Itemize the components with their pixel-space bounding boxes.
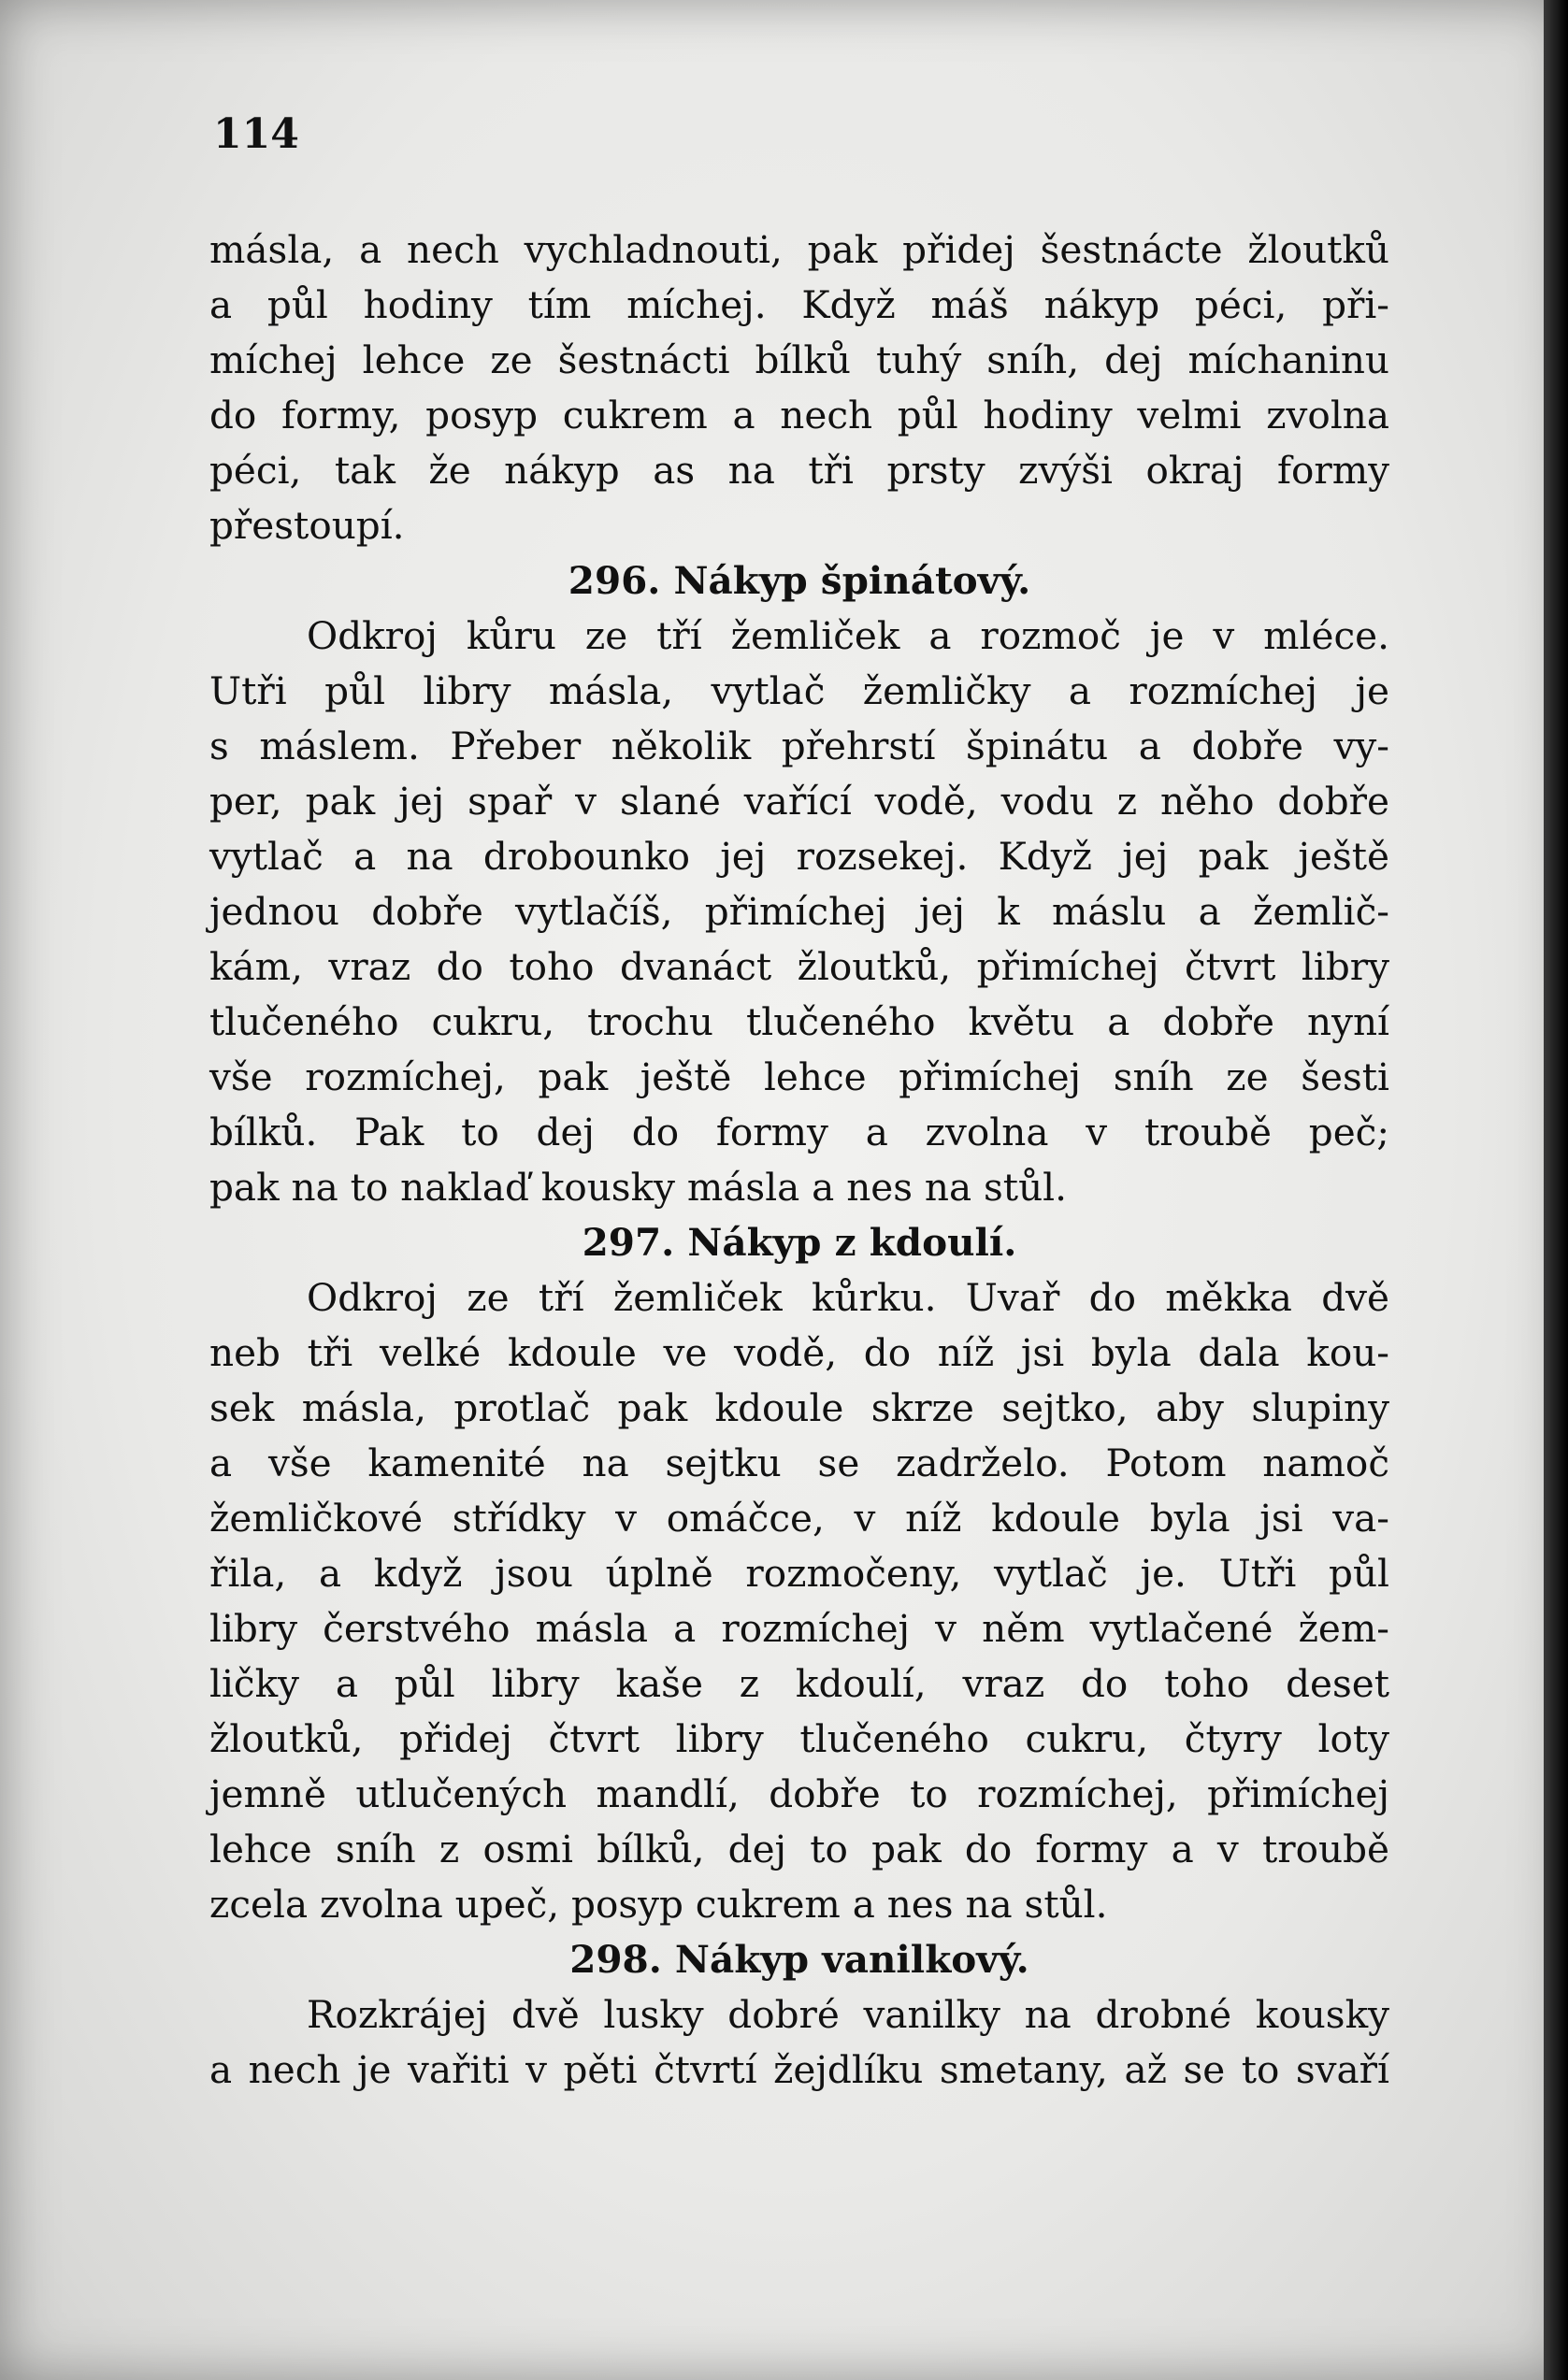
text-line: Rozkrájej dvě lusky dobré vanilky na drobné kousky [307, 1992, 1389, 2037]
text-line: tlučeného cukru, trochu tlučeného květu a dobře nyní [209, 999, 1389, 1044]
text-line: zcela zvolna upeč, posyp cukrem a nes na stůl. [209, 1882, 1108, 1927]
text-line: přestoupí. [209, 503, 405, 548]
text-line: ličky a půl libry kaše z kdoulí, vraz do toho deset [209, 1661, 1389, 1706]
text-line: péci, tak že nákyp as na tři prsty zvýši okraj formy [209, 448, 1389, 493]
text-line: Odkroj kůru ze tří žemliček a rozmoč je v mléce. [307, 613, 1389, 658]
text-line: vše rozmíchej, pak ještě lehce přimíchej sníh ze šesti [209, 1054, 1389, 1099]
text-line: libry čerstvého másla a rozmíchej v něm vytlačené žem- [209, 1606, 1389, 1651]
text-line: do formy, posyp cukrem a nech půl hodiny velmi zvolna [209, 393, 1389, 437]
text-line: Odkroj ze tří žemliček kůrku. Uvař do měkka dvě [307, 1275, 1389, 1320]
text-line: jednou dobře vytlačíš, přimíchej jej k máslu a žemlič- [209, 889, 1389, 934]
page-number: 114 [213, 110, 299, 158]
section-heading: 298. Nákyp vanilkový. [569, 1937, 1029, 1982]
text-line: per, pak jej spař v slané vařící vodě, vodu z něho dobře [209, 779, 1389, 824]
text-line: vytlač a na drobounko jej rozsekej. Když jej pak ještě [209, 834, 1389, 879]
text-line: řila, a když jsou úplně rozmočeny, vytlač je. Utři půl [209, 1551, 1389, 1596]
text-line: s máslem. Přeber několik přehrstí špinátu a dobře vy- [209, 724, 1389, 768]
text-line: bílků. Pak to dej do formy a zvolna v troubě peč; [209, 1110, 1389, 1154]
text-line: lehce sníh z osmi bílků, dej to pak do formy a v troubě [209, 1827, 1389, 1871]
text-line: kám, vraz do toho dvanáct žloutků, přimíchej čtvrt libry [209, 944, 1389, 989]
section-heading: 296. Nákyp špinátový. [568, 558, 1031, 603]
text-line: Utři půl libry másla, vytlač žemličky a rozmíchej je [209, 668, 1389, 713]
page-text [209, 222, 1389, 2098]
page-edge [1544, 0, 1568, 2380]
text-line: a vše kamenité na sejtku se zadrželo. Potom namoč [209, 1441, 1389, 1485]
text-line: míchej lehce ze šestnácti bílků tuhý sníh, dej míchaninu [209, 337, 1389, 382]
section-heading: 297. Nákyp z kdoulí. [582, 1220, 1017, 1265]
text-line: pak na to naklaď kousky másla a nes na stůl. [209, 1165, 1067, 1210]
text-line: másla, a nech vychladnouti, pak přidej šestnácte žloutků [209, 227, 1389, 272]
text-line: žloutků, přidej čtvrt libry tlučeného cukru, čtyry loty [209, 1716, 1389, 1761]
text-line: a půl hodiny tím míchej. Když máš nákyp péci, při- [209, 282, 1389, 327]
text-line: jemně utlučených mandlí, dobře to rozmíchej, přimíchej [209, 1771, 1389, 1816]
text-line: neb tři velké kdoule ve vodě, do níž jsi byla dala kou- [209, 1330, 1389, 1375]
text-line: a nech je vařiti v pěti čtvrtí žejdlíku smetany, až se to svaří [209, 2047, 1389, 2092]
text-line: žemličkové střídky v omáčce, v níž kdoule byla jsi va- [209, 1496, 1389, 1541]
text-line: sek másla, protlač pak kdoule skrze sejtko, aby slupiny [209, 1385, 1389, 1430]
